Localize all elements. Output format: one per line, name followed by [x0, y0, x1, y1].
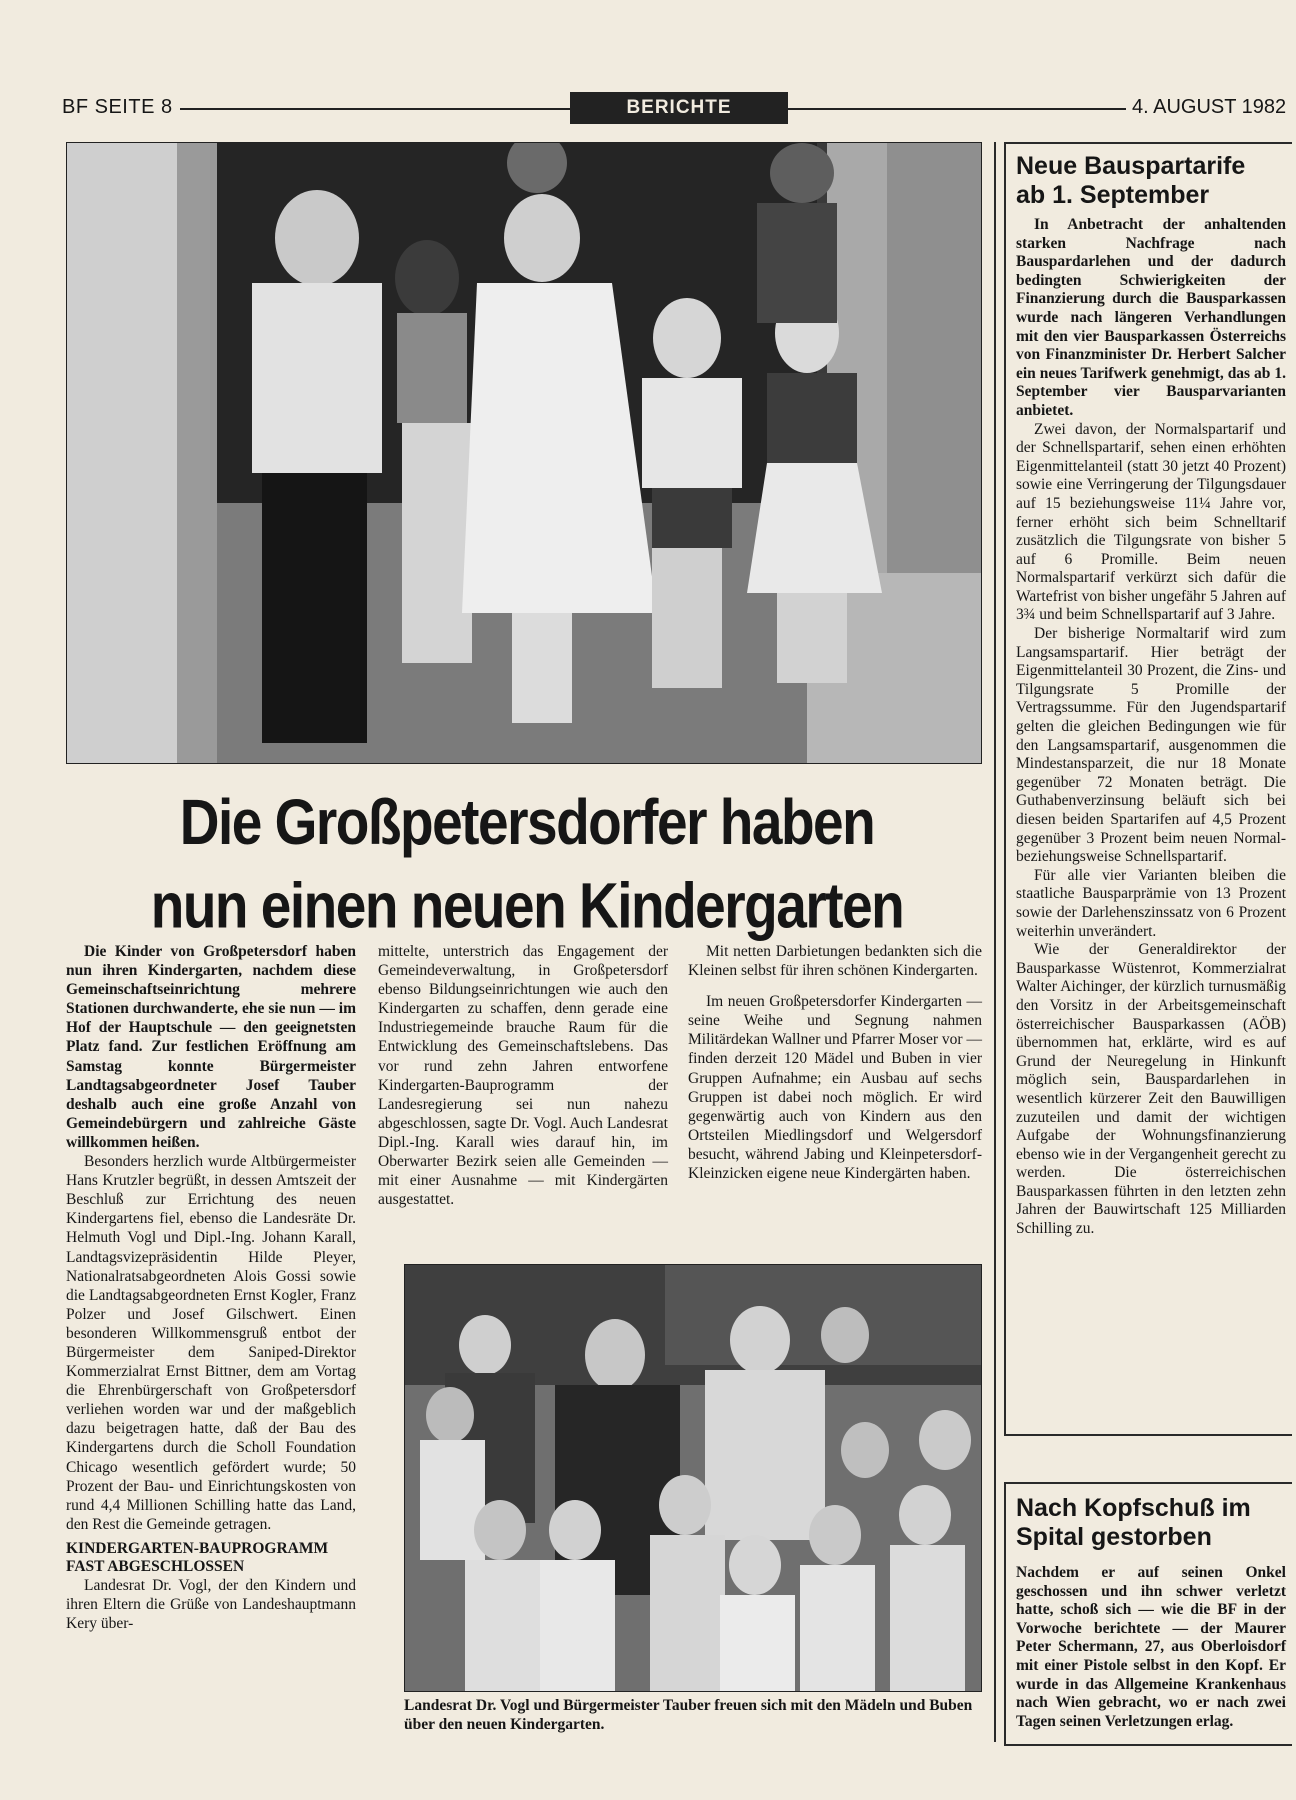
sidebar-article-body	[1006, 212, 1292, 1239]
article-column-1	[66, 942, 356, 1633]
sidebar-paragraph: Wie der Generaldirektor der Bausparkasse Wüstenrot, Kommerzialrat Walter Aichinger, der kürzlich turnusmäßig den Vorsitz in der Arbeitsgemeinschaft österreichischer Bausparkassen (AÖB) übernommen hat, erklärte, wird es auf Grund der Neuregelung in Hinkunft möglich sein, Bauspardarlehen in wesentlich kürzerer Zeit den Bauwilligen zuzuteilen und damit der wichtigen Aufgabe der Wohnungsfinanzierung ebenso wie in der Vergangenheit gerecht zu werden. Die österreichischen Bausparkassen führten in den letzten zehn Jahren der Bauwirtschaft 125 Milliarden Schilling zu.	[1016, 941, 1286, 1238]
officials-photo	[404, 1264, 982, 1692]
photo-caption: Landesrat Dr. Vogl und Bürgermeister Tauber freuen sich mit den Mädeln und Buben über den neuen Kindergarten.	[404, 1697, 973, 1733]
header-rule-left	[180, 108, 572, 110]
article-paragraph: Im neuen Großpetersdorfer Kindergarten — seine Weihe und Segnung nahmen Militärdekan Wallner und Pfarrer Moser vor — finden derzeit 120 Mädel und Buben in vier Gruppen Aufnahme; ein Ausbau auf sechs Gruppen ist dabei noch möglich. Er wird gegenwärtig auch von Kindern aus den Ortsteilen Miedlingsdorf und Welgersdorf besucht, während Jabing und Kleinpetersdorf-Kleinzicken eigene neue Kindergärten haben.	[688, 993, 982, 1183]
issue-date: 4. AUGUST 1982	[1132, 96, 1287, 118]
article-column-3	[688, 942, 982, 1183]
children-photo-image	[67, 143, 982, 764]
sidebar-article-body	[1006, 1554, 1292, 1731]
header-rule-right	[786, 108, 1126, 110]
headline-line-1: Die Großpetersdorfer haben	[179, 785, 875, 858]
sidebar-paragraph: Der bisherige Normaltarif wird zum Langsamspartarif. Hier beträgt der Eigenmittelanteil 30 Prozent, die Zins- und Tilgungsrate 5 Promille der Vertragssumme. Für den Jugendspartarif gelten die gleichen Bedingungen wie für den Langsamspartarif, ausgenommen die Mindestansparzeit, die nur 18 Monate gegenüber 72 Monaten beträgt. Die Guthabenverzinsung beläuft sich bei diesen beiden Spartarifen auf 4,5 Prozent gegenüber 3 Prozent beim neuen Normal- beziehungsweise Schnellspartarif.	[1016, 625, 1286, 866]
sidebar-paragraph: Für alle vier Varianten bleiben die staatliche Bausparprämie von 13 Prozent sowie der Darlehenszinssatz von 6 Prozent weiterhin unverändert.	[1016, 866, 1286, 940]
sidebar-title-line-1: Neue Bauspartarife	[1016, 152, 1246, 180]
article-column-2	[378, 942, 668, 1209]
column-divider	[994, 142, 996, 1742]
article-paragraph: mittelte, unterstrich das Engagement der Gemeindeverwaltung, in Großpetersdorf ebenso Bildungseinrichtungen wie auch den Kindergarten zu schaffen, denn gerade eine Industriegemeinde brauche Raum für die Entwicklung des Gemeinschaftslebens. Das vor rund zehn Jahren entworfene Kindergarten-Bauprogramm der Landesregierung sei nun nahezu abgeschlossen, sagte Dr. Vogl. Auch Landesrat Dipl.-Ing. Karall wies darauf hin, im Oberwarter Bezirk seien alle Gemeinden — mit einer Ausnahme — mit Kindergärten ausgestattet.	[378, 943, 668, 1209]
headline-line-2: nun einen neuen Kindergarten	[150, 869, 904, 942]
article-lead: Die Kinder von Großpetersdorf haben nun ihren Kindergarten, nachdem diese Gemeinschaftseinrichtung mehrere Stationen durchwanderte, ehe sie nun — im Hof der Hauptschule — den geeignetsten Platz fand. Zur festlichen Eröffnung am Samstag konnte Bürgermeister Landtagsabgeordneter Josef Tauber deshalb auch eine große Anzahl von Gemeindebürgern und zahlreiche Gäste willkommen heißen.	[66, 943, 356, 1151]
sidebar-article-kopfschuss	[1004, 1482, 1292, 1746]
sidebar-paragraph: Nachdem er auf seinen Onkel geschossen und ihn schwer verletzt hatte, schoß sich — wie die BF in der Vorwoche berichtete — der Maurer Peter Schermann, 27, aus Oberloisdorf mit einer Pistole selbst in den Kopf. Er wurde in das Allgemeine Krankenhaus nach Wien gebracht, wo er nach zwei Tagen seinen Verletzungen erlag.	[1016, 1564, 1286, 1730]
sidebar-article-title	[1006, 144, 1292, 212]
sidebar-article-bauspartarife	[1004, 142, 1292, 1436]
officials-photo-image	[405, 1265, 982, 1692]
article-subhead: KINDERGARTEN-BAUPROGRAMM FAST ABGESCHLOSSEN	[66, 1539, 329, 1575]
headline	[62, 780, 992, 947]
sidebar-title-line-2: Spital gestorben	[1016, 1523, 1212, 1551]
children-photo	[66, 142, 982, 764]
section-label: BERICHTE	[570, 92, 788, 124]
sidebar-lead: In Anbetracht der anhaltenden starken Nachfrage nach Bauspardarlehen und der dadurch bedingten Schwierigkeiten der Finanzierung durch die Bausparkassen wurde nach längeren Verhandlungen mit den vier Bausparkassen Österreichs von Finanzminister Dr. Herbert Salcher ein neues Tarifwerk genehmigt, das ab 1. September vier Bausparvarianten anbietet.	[1016, 216, 1286, 419]
sidebar-title-line-1: Nach Kopfschuß im	[1016, 1494, 1251, 1522]
article-paragraph: Landesrat Dr. Vogl, der den Kindern und ihren Eltern die Grüße von Landeshauptmann Kery über-	[66, 1576, 356, 1633]
article-paragraph: Mit netten Darbietungen bedankten sich die Kleinen selbst für ihren schönen Kindergarten.	[688, 943, 982, 980]
sidebar-paragraph: Zwei davon, der Normalspartarif und der Schnellspartarif, sehen einen erhöhten Eigenmittelanteil (statt 30 jetzt 40 Prozent) sowie eine Verringerung der Tilgungsdauer auf 15 beziehungsweise 11¼ Jahre vor, ferner erhöht sich beim Schnelltarif zusätzlich die Tilgungsrate von bisher 5 auf 6 Promille. Beim neuen Normalspartarif verkürzt sich dafür die Wartefrist von bisher ungefähr 5 Jahren auf 3¾ und beim Schnellspartarif auf 3 Jahre.	[1016, 420, 1286, 624]
article-paragraph: Besonders herzlich wurde Altbürgermeister Hans Krutzler begrüßt, in dessen Amtszeit der Beschluß zur Errichtung des neuen Kindergartens fiel, ebenso die Landesräte Dr. Helmuth Vogl und Dipl.-Ing. Johann Karall, Landtagsvizepräsidentin Hilde Pleyer, Nationalratsabgeordneten Alois Gossi sowie die Landtagsabgeordneten Ernst Kogler, Franz Polzer und Josef Gilschwert. Einen besonderen Willkommensgruß entbot der Bürgermeister dem Saniped-Direktor Kommerzialrat Ernst Bittner, dem am Vortag die Ehrenbürgerschaft von Großpetersdorf verliehen worden war und der maßgeblich dazu beigetragen hatte, daß der Bau des Kindergartens durch die Scholl Foundation Chicago wesentlich gefördert wurde; 50 Prozent der Bau- und Einrichtungskosten von rund 4,4 Millionen Schilling hatte das Land, den Rest die Gemeinde getragen.	[66, 1153, 356, 1533]
sidebar-article-title	[1006, 1484, 1292, 1554]
page-number: BF SEITE 8	[62, 96, 173, 118]
sidebar-title-line-2: ab 1. September	[1016, 181, 1210, 209]
